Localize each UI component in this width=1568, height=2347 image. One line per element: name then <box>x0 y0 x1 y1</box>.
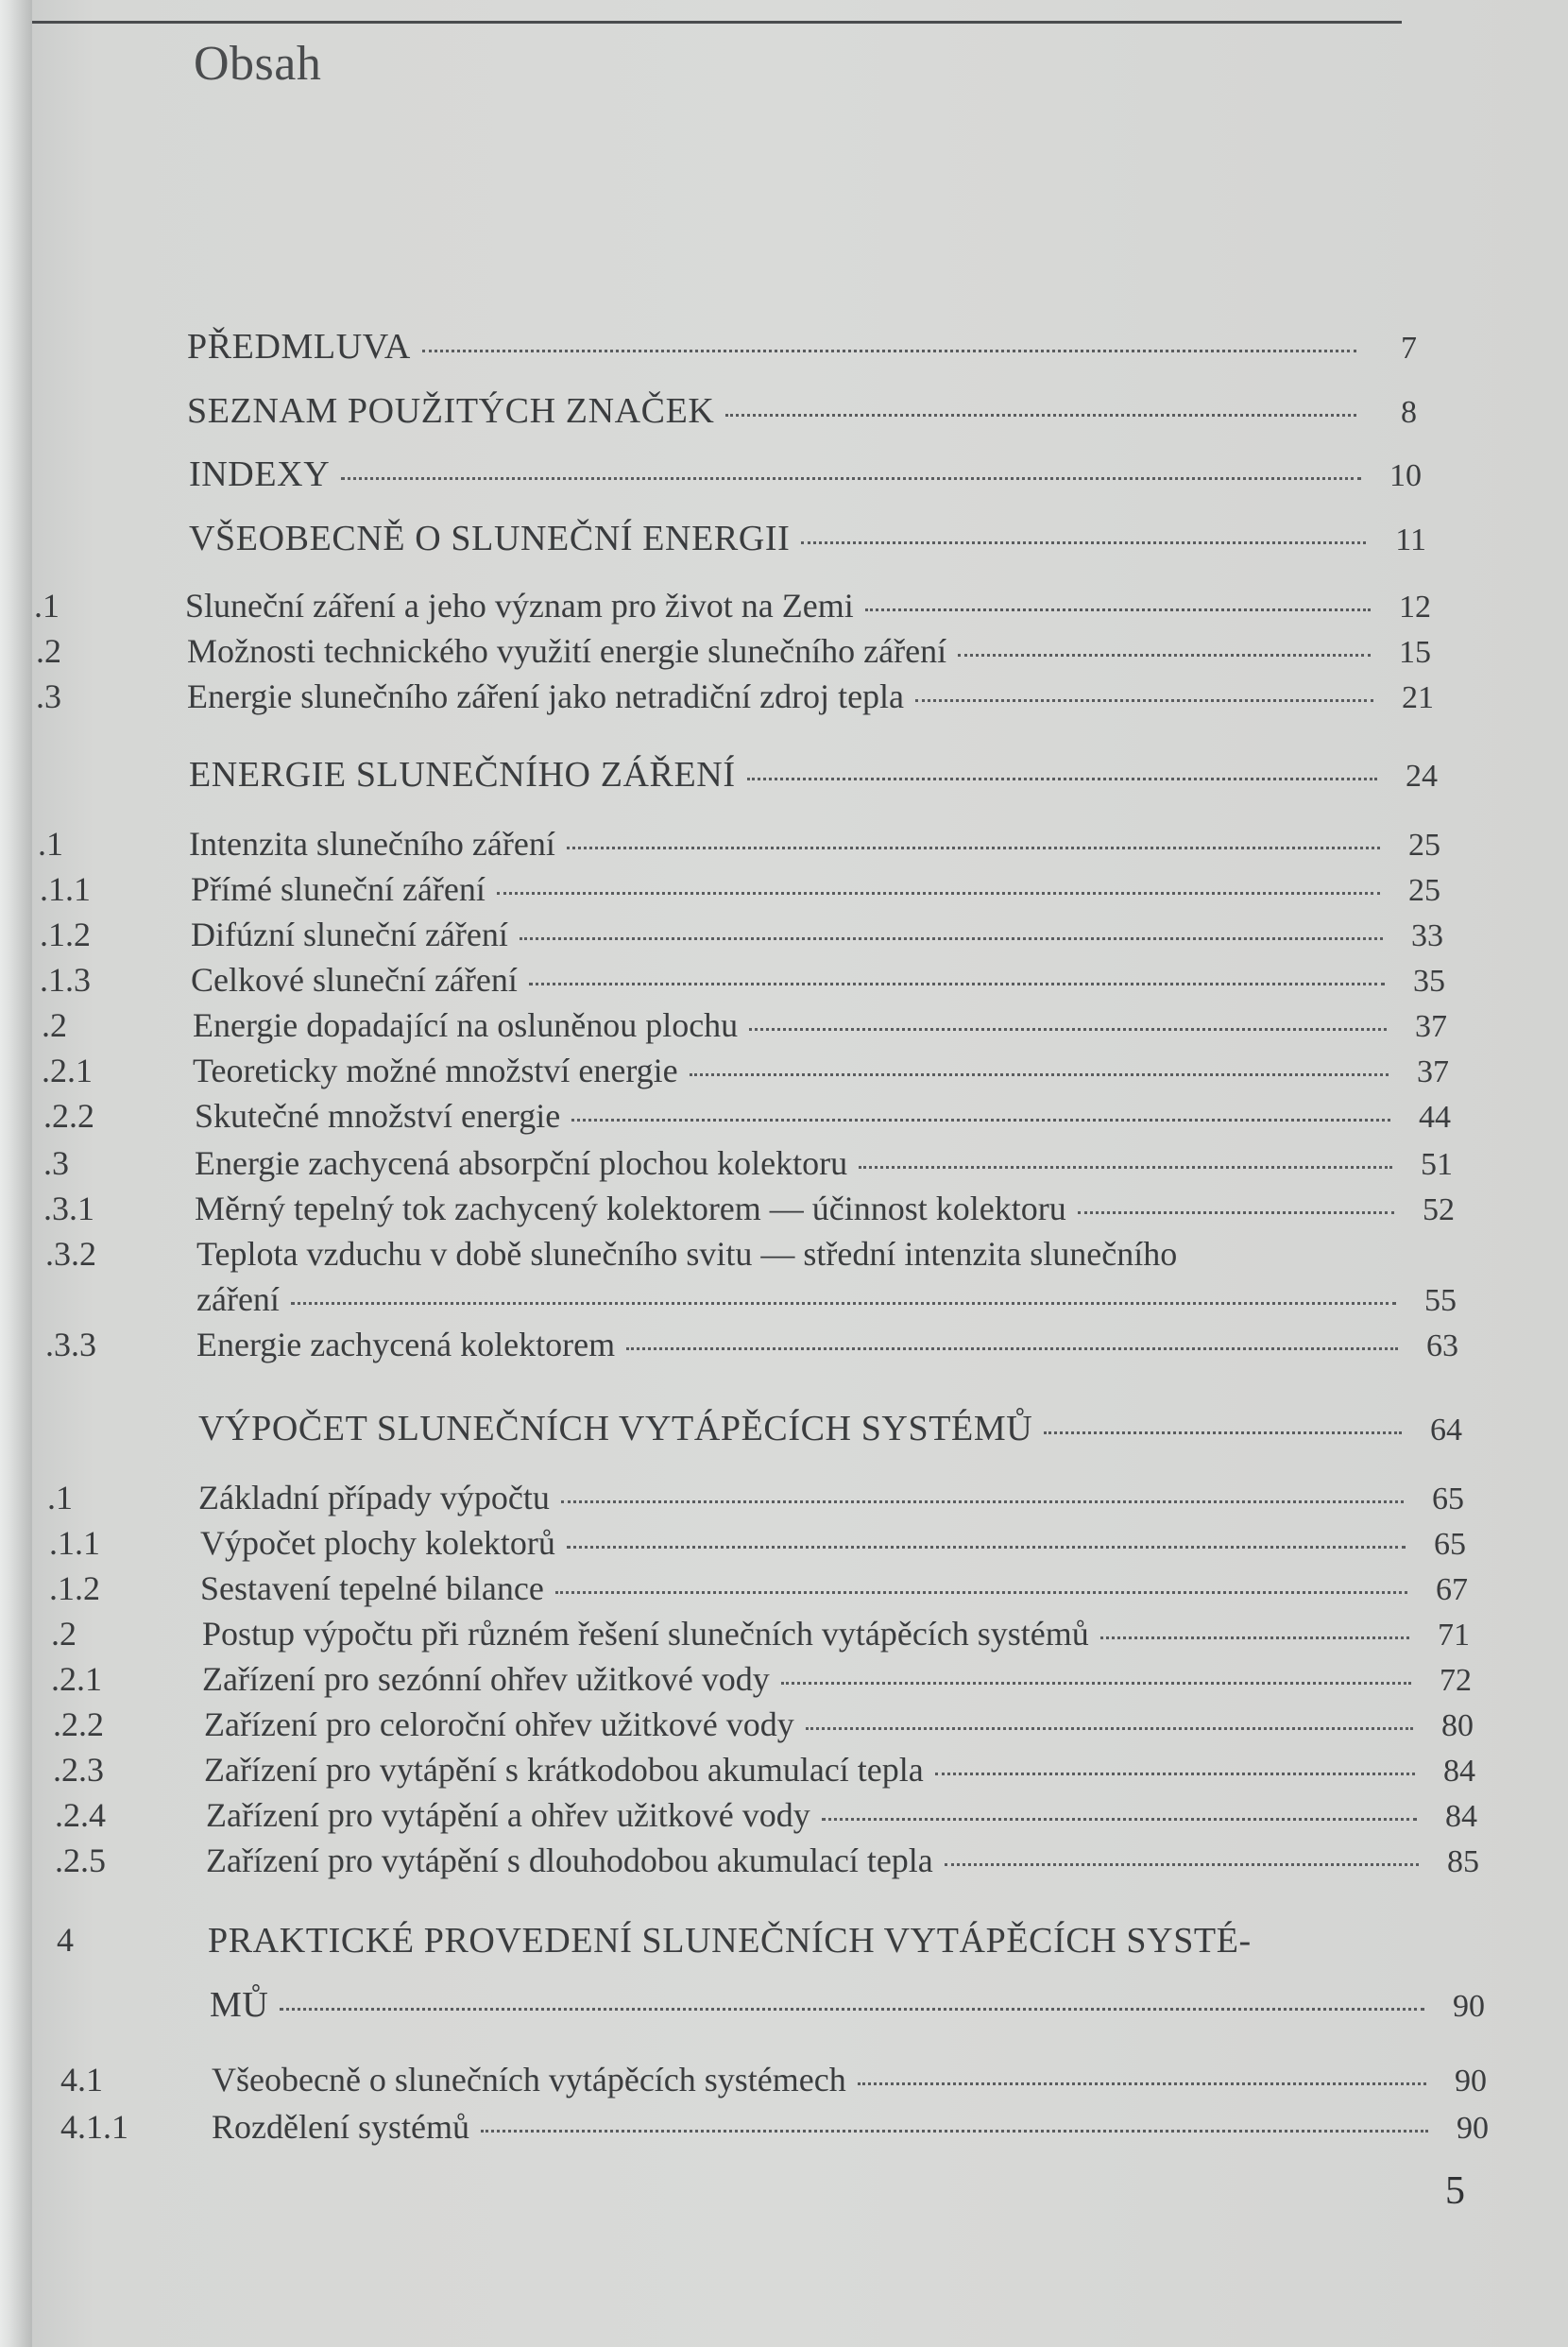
toc-entry-page: 25 <box>1408 828 1440 863</box>
toc-leader-dots <box>690 1073 1389 1076</box>
toc-entry-page: 85 <box>1447 1844 1479 1879</box>
toc-entry-page: 37 <box>1415 1009 1447 1044</box>
toc-entry <box>196 1279 1457 1319</box>
toc-entry <box>43 1096 1451 1136</box>
toc-entry-page: 37 <box>1417 1054 1449 1089</box>
toc-entry-page: 65 <box>1434 1527 1466 1562</box>
toc-entry-page: 55 <box>1424 1283 1457 1318</box>
toc-entry-page: 7 <box>1401 331 1417 366</box>
toc-entry <box>51 1659 1472 1699</box>
toc-leader-dots <box>567 847 1380 849</box>
toc-leader-dots <box>481 2130 1428 2133</box>
toc-entry-title: Intenzita slunečního záření <box>189 825 555 863</box>
toc-entry-title: Základní případy výpočtu <box>198 1479 550 1516</box>
toc-leader-dots <box>571 1119 1390 1122</box>
toc-entry-page: 71 <box>1438 1618 1470 1653</box>
toc-entry-title: Energie slunečního záření jako netradiční zdroj tepla <box>187 677 905 715</box>
toc-leader-dots <box>915 699 1373 702</box>
toc-entry-title: VŠEOBECNĚ O SLUNEČNÍ ENERGII <box>189 519 791 558</box>
toc-leader-dots <box>935 1773 1415 1775</box>
toc-entry-page: 25 <box>1408 873 1440 908</box>
toc-entry <box>42 1051 1449 1090</box>
toc-entry <box>60 2107 1489 2147</box>
toc-entry <box>43 1189 1455 1228</box>
toc-entry-number: 4 <box>57 1921 74 1959</box>
toc-entry-page: 67 <box>1436 1572 1468 1607</box>
toc-entry-title: Celkové sluneční záření <box>191 961 518 999</box>
toc-entry-number: .2.4 <box>55 1796 106 1834</box>
toc-entry-title: Možnosti technického využití energie slunečního záření <box>187 632 947 670</box>
toc-entry <box>42 1005 1447 1045</box>
toc-entry-page: 65 <box>1432 1482 1464 1516</box>
toc-entry-title: Přímé sluneční záření <box>191 870 486 908</box>
toc-leader-dots <box>555 1591 1407 1594</box>
toc-chapter-entry <box>189 454 1422 495</box>
toc-entry-page: 90 <box>1453 1989 1485 2024</box>
toc-chapter-entry <box>57 1920 1483 1962</box>
toc-entry <box>34 586 1431 625</box>
toc-entry-page: 12 <box>1399 590 1431 625</box>
toc-entry-number: .2 <box>42 1006 67 1044</box>
toc-entry-page: 63 <box>1426 1328 1458 1363</box>
toc-entry-page: 44 <box>1419 1100 1451 1135</box>
toc-chapter-entry <box>189 754 1438 796</box>
toc-entry-title: Skutečné množství energie <box>195 1097 561 1135</box>
toc-entry <box>40 869 1440 909</box>
toc-leader-dots <box>561 1500 1404 1503</box>
toc-entry-page: 8 <box>1401 395 1417 430</box>
toc-entry-title: MŮ <box>210 1985 269 2025</box>
toc-chapter-entry <box>187 326 1417 368</box>
toc-entry-page: 72 <box>1440 1663 1472 1698</box>
toc-entry-number: .1 <box>47 1479 73 1516</box>
toc-leader-dots <box>781 1682 1411 1685</box>
toc-leader-dots <box>725 414 1356 417</box>
toc-entry-page: 11 <box>1395 523 1426 557</box>
toc-entry-number: .2 <box>36 632 61 670</box>
toc-entry-title: Měrný tepelný tok zachycený kolektorem — účinnost kolektoru <box>195 1190 1066 1227</box>
toc-leader-dots <box>747 778 1377 780</box>
toc-entry-title: Difúzní sluneční záření <box>191 916 508 953</box>
toc-entry-title: INDEXY <box>189 454 331 494</box>
toc-entry-page: 64 <box>1430 1413 1462 1448</box>
toc-entry-title: PRAKTICKÉ PROVEDENÍ SLUNEČNÍCH VYTÁPĚCÍCH SYSTÉ- <box>208 1921 1252 1961</box>
toc-entry-number: .2.2 <box>43 1097 94 1135</box>
toc-entry-page: 80 <box>1441 1708 1474 1743</box>
toc-chapter-entry <box>187 390 1417 432</box>
toc-entry <box>55 1795 1477 1835</box>
toc-entry-number: .2 <box>51 1615 77 1653</box>
toc-leader-dots <box>520 937 1383 940</box>
toc-entry-title: Zařízení pro vytápění a ohřev užitkové vody <box>206 1796 810 1834</box>
toc-entry-title: Sestavení tepelné bilance <box>200 1569 544 1607</box>
toc-leader-dots <box>945 1863 1419 1866</box>
toc-entry-title: PŘEDMLUVA <box>187 327 411 367</box>
toc-chapter-entry <box>210 1984 1485 2026</box>
toc-entry-page: 84 <box>1445 1799 1477 1834</box>
toc-entry-number: .1.1 <box>49 1524 100 1562</box>
toc-entry <box>40 960 1445 1000</box>
toc-entry-number: .1.2 <box>40 916 91 953</box>
toc-entry-page: 35 <box>1413 964 1445 999</box>
toc-leader-dots <box>1100 1636 1409 1639</box>
toc-entry-title: VÝPOČET SLUNEČNÍCH VYTÁPĚCÍCH SYSTÉMŮ <box>198 1409 1033 1448</box>
toc-entry-number: 4.1 <box>60 2061 103 2099</box>
toc-entry-number: .1.3 <box>40 961 91 999</box>
toc-entry-title: Zařízení pro celoroční ohřev užitkové vody <box>204 1705 794 1743</box>
toc-entry-number: .1 <box>34 587 60 625</box>
toc-entry-title: Energie zachycená absorpční plochou kolektoru <box>195 1144 848 1182</box>
toc-entry <box>38 824 1440 864</box>
toc-entry-title: záření <box>196 1280 280 1318</box>
toc-leader-dots <box>865 608 1371 611</box>
toc-entry <box>49 1523 1466 1563</box>
toc-leader-dots <box>341 477 1361 480</box>
toc-entry-title: Výpočet plochy kolektorů <box>200 1524 555 1562</box>
toc-leader-dots <box>806 1727 1413 1730</box>
toc-entry <box>60 2060 1487 2099</box>
toc-entry-title: Sluneční záření a jeho význam pro život na Zemi <box>185 587 854 625</box>
toc-leader-dots <box>858 2082 1426 2085</box>
toc-entry <box>47 1478 1464 1517</box>
toc-entry-number: 4.1.1 <box>60 2108 128 2146</box>
toc-chapter-entry <box>189 518 1426 559</box>
toc-entry-number: .1.2 <box>49 1569 100 1607</box>
toc-leader-dots <box>497 892 1380 895</box>
toc-leader-dots <box>291 1302 1396 1305</box>
toc-leader-dots <box>1078 1211 1394 1214</box>
toc-entry-number: .2.1 <box>51 1660 102 1698</box>
page-heading: Obsah <box>194 37 322 91</box>
toc-entry <box>43 1143 1453 1183</box>
toc-entry-title: Zařízení pro sezónní ohřev užitkové vody <box>202 1660 770 1698</box>
toc-entry <box>53 1750 1475 1790</box>
toc-leader-dots <box>749 1028 1387 1031</box>
toc-entry-number: .3.1 <box>43 1190 94 1227</box>
toc-entry-title: Energie zachycená kolektorem <box>196 1326 616 1363</box>
toc-entry-number: .3 <box>43 1144 69 1182</box>
toc-entry-page: 10 <box>1389 458 1422 493</box>
toc-entry-page: 33 <box>1411 918 1443 953</box>
toc-entry-title: SEZNAM POUŽITÝCH ZNAČEK <box>187 391 715 431</box>
toc-leader-dots <box>801 541 1366 544</box>
toc-leader-dots <box>280 2008 1424 2011</box>
toc-entry-title: Teplota vzduchu v době slunečního svitu — střední intenzita slunečního <box>196 1235 1178 1273</box>
toc-entry-number: .3.2 <box>45 1235 96 1273</box>
toc-entry-number: .2.3 <box>53 1751 104 1789</box>
toc-entry-page: 51 <box>1421 1147 1453 1182</box>
toc-entry-page: 90 <box>1457 2111 1489 2146</box>
toc-entry <box>49 1568 1468 1608</box>
toc-entry-number: .2.1 <box>42 1052 93 1089</box>
toc-entry-number: .3.3 <box>45 1326 96 1363</box>
toc-leader-dots <box>1044 1431 1402 1434</box>
toc-entry-page: 24 <box>1406 759 1438 794</box>
toc-leader-dots <box>529 983 1385 985</box>
toc-entry-title: Všeobecně o slunečních vytápěcích systémech <box>212 2061 846 2099</box>
toc-entry-number: .3 <box>36 677 61 715</box>
toc-entry <box>51 1614 1470 1653</box>
toc-entry-title: Rozdělení systémů <box>212 2108 469 2146</box>
toc-entry-number: .1.1 <box>40 870 91 908</box>
toc-entry-title: Energie dopadající na osluněnou plochu <box>193 1006 739 1044</box>
toc-entry-title: Zařízení pro vytápění s krátkodobou akumulací tepla <box>204 1751 924 1789</box>
toc-leader-dots <box>422 350 1356 352</box>
toc-entry-number: .2.5 <box>55 1842 106 1879</box>
toc-entry-page: 84 <box>1443 1754 1475 1789</box>
toc-entry <box>53 1705 1474 1744</box>
toc-entry <box>40 915 1443 954</box>
toc-entry-page: 52 <box>1423 1192 1455 1227</box>
toc-entry-title: Teoreticky možné množství energie <box>193 1052 678 1089</box>
toc-entry-number: .1 <box>38 825 63 863</box>
toc-chapter-entry <box>198 1408 1462 1449</box>
toc-entry <box>45 1234 1457 1274</box>
toc-leader-dots <box>958 654 1371 657</box>
toc-entry-number: .2.2 <box>53 1705 104 1743</box>
toc-entry-page: 21 <box>1402 680 1434 715</box>
toc-entry <box>55 1841 1479 1880</box>
toc-entry-page: 15 <box>1399 635 1431 670</box>
toc-entry-title: ENERGIE SLUNEČNÍHO ZÁŘENÍ <box>189 755 736 795</box>
page-number: 5 <box>1445 2169 1465 2213</box>
toc-entry <box>36 631 1431 671</box>
toc-entry-title: Zařízení pro vytápění s dlouhodobou akumulací tepla <box>206 1842 933 1879</box>
toc-leader-dots <box>859 1166 1392 1169</box>
toc-entry <box>36 677 1434 716</box>
toc-leader-dots <box>626 1347 1398 1350</box>
toc-leader-dots <box>822 1818 1417 1821</box>
toc-entry-title: Postup výpočtu při různém řešení slunečních vytápěcích systémů <box>202 1615 1089 1653</box>
toc-entry-page: 90 <box>1455 2064 1487 2099</box>
toc-leader-dots <box>567 1546 1406 1549</box>
toc-entry <box>45 1325 1458 1364</box>
